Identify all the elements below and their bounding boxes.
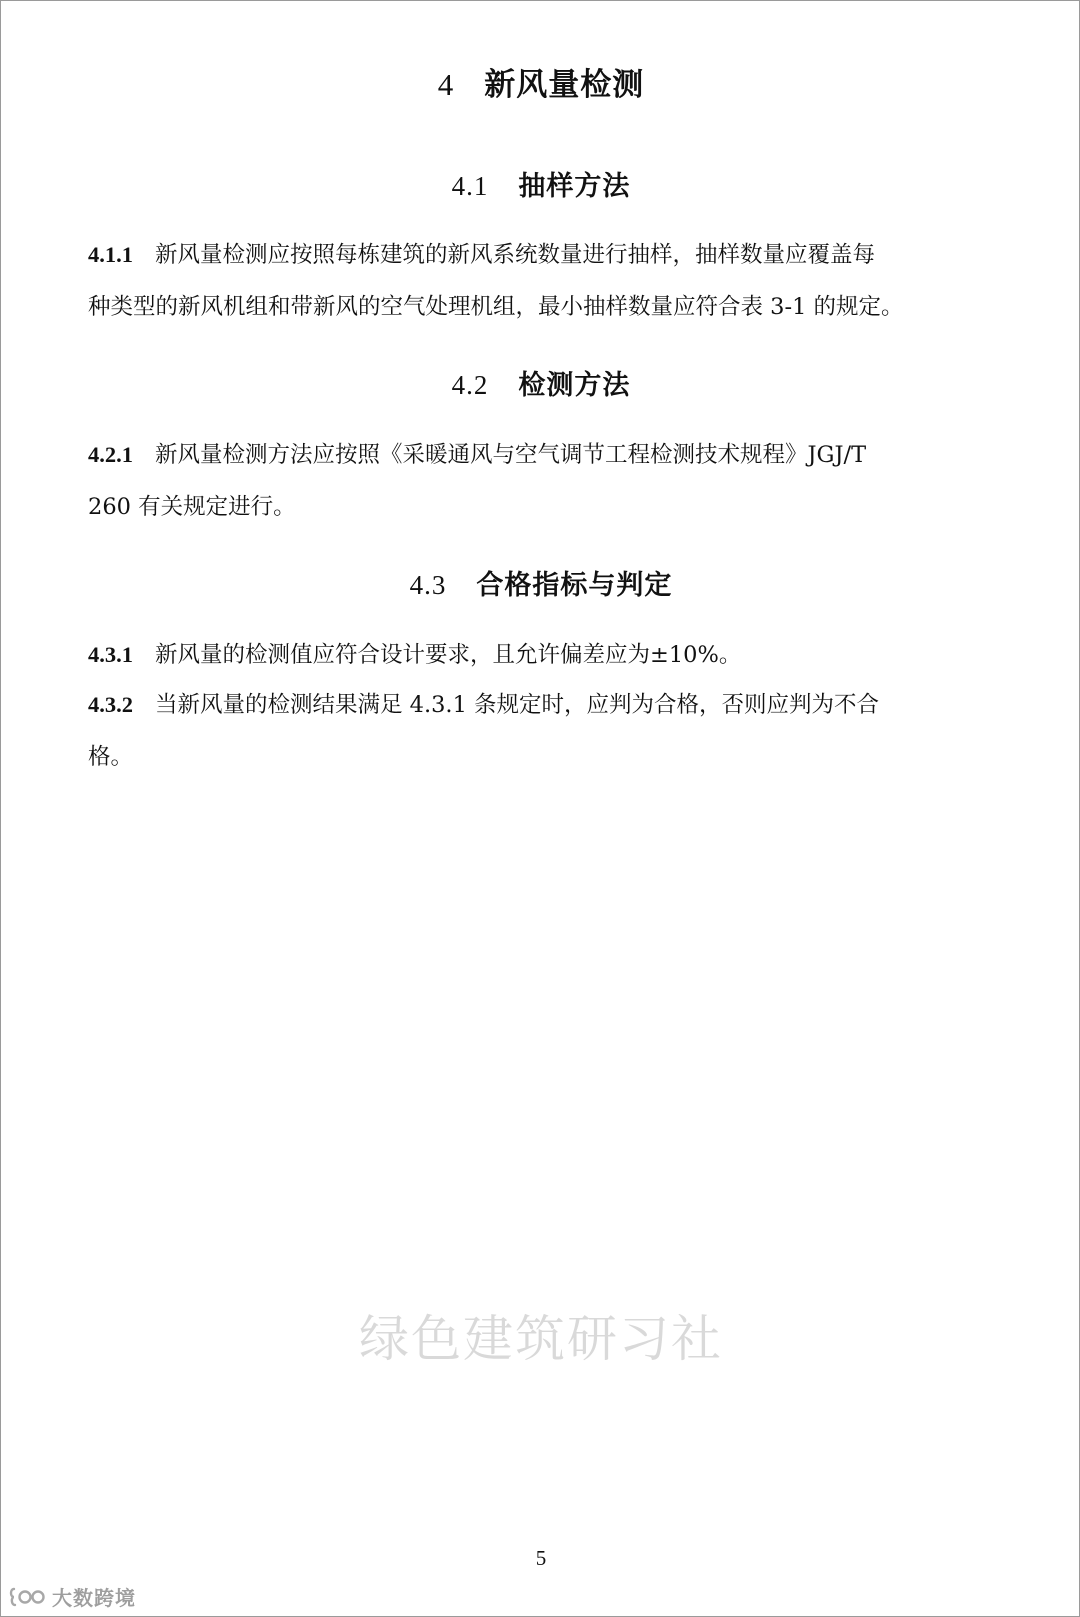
clause-line: [88, 229, 1004, 281]
subsection-number: 4.1: [451, 171, 489, 201]
clause-number: 4.3.2: [88, 692, 133, 717]
section-heading: [1, 59, 1080, 104]
watermark: 绿色建筑研习社: [359, 1310, 723, 1368]
section-number: 4: [437, 67, 455, 102]
subsection-title: 合格指标与判定: [476, 570, 673, 601]
source-logo: [8, 1582, 136, 1611]
clause-text: 新风量的检测值应符合设计要求，且允许偏差应为±10%。: [155, 642, 742, 668]
subsection-heading-4-2: [1, 363, 1080, 402]
clause-4-1-1: [88, 229, 1004, 333]
clause-line: 260 有关规定进行。: [88, 494, 296, 520]
subsection-heading-4-3: [1, 563, 1080, 602]
clause-number: 4.2.1: [88, 442, 133, 467]
clause-line: [88, 429, 1004, 481]
clause-line: 种类型的新风机组和带新风的空气处理机组，最小抽样数量应符合表 3-1 的规定。: [88, 294, 904, 320]
clause-4-3-1: [88, 629, 1004, 681]
source-logo-text: 大数跨境: [52, 1586, 136, 1610]
page-number: 5: [535, 1546, 547, 1570]
clause-line: 格。: [88, 744, 134, 770]
clause-line: [88, 629, 1004, 681]
subsection-heading-4-1: [1, 164, 1080, 203]
subsection-number: 4.3: [409, 570, 447, 600]
clause-text: 当新风量的检测结果满足 4.3.1 条规定时，应判为合格，否则应判为不合: [155, 692, 880, 718]
subsection-title: 检测方法: [518, 370, 631, 401]
subsection-number: 4.2: [451, 370, 489, 400]
subsection-title: 抽样方法: [518, 171, 631, 202]
clause-4-2-1: [88, 429, 1004, 533]
clause-number: 4.3.1: [88, 642, 133, 667]
clause-text: 新风量检测应按照每栋建筑的新风系统数量进行抽样，抽样数量应覆盖每: [155, 242, 876, 268]
section-title: 新风量检测: [484, 67, 645, 103]
clause-4-3-2: [88, 679, 1004, 783]
clause-number: 4.1.1: [88, 242, 133, 267]
clause-text: 新风量检测方法应按照《采暖通风与空气调节工程检测技术规程》JGJ/T: [155, 442, 867, 468]
loop-logo-icon: [8, 1585, 48, 1609]
clause-line: [88, 679, 1004, 731]
